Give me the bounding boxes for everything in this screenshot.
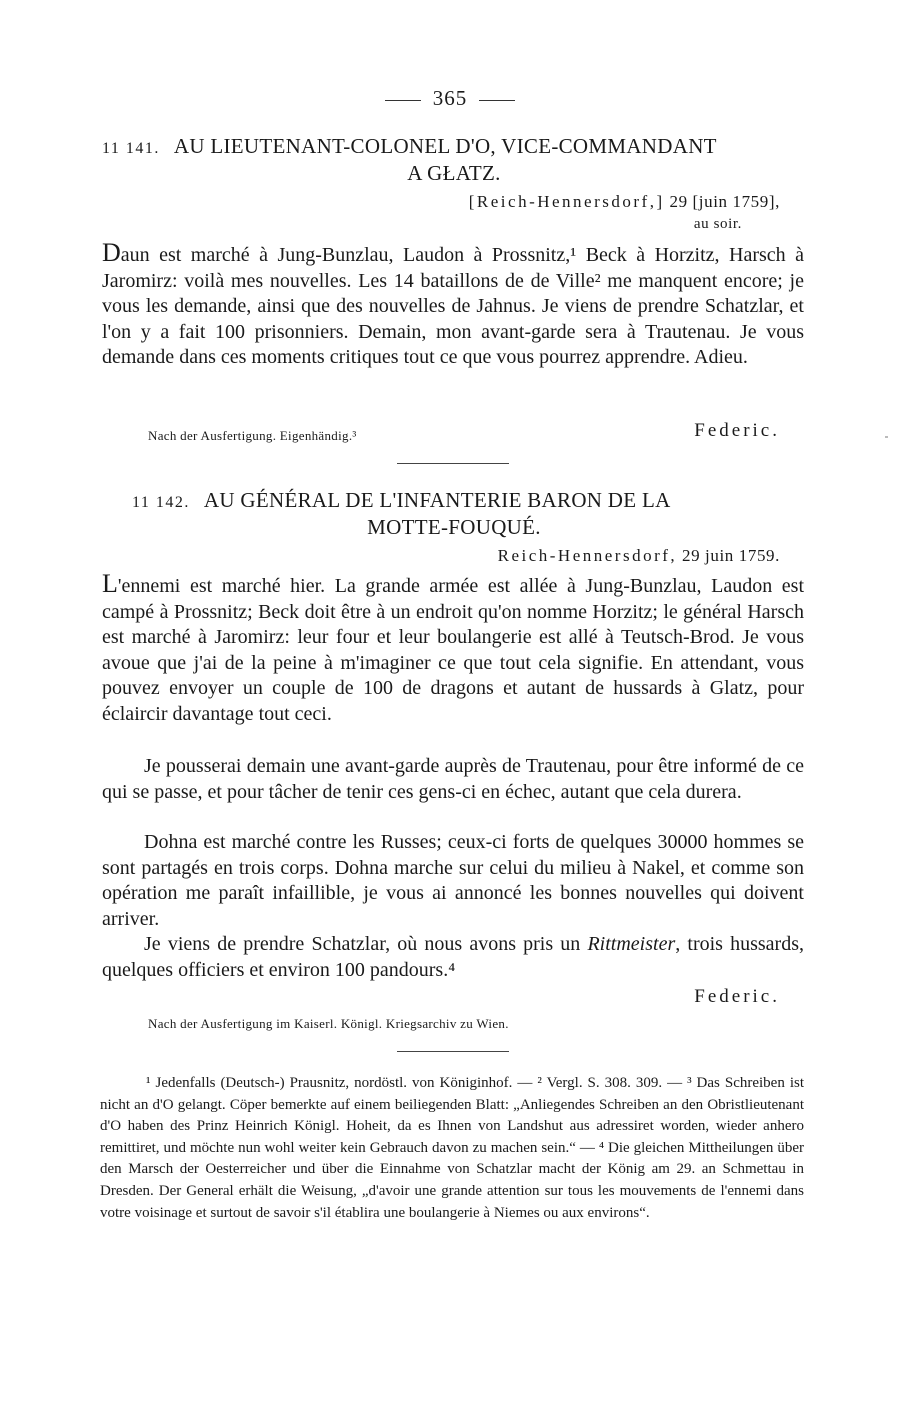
letter2-para2: Je pousserai demain une avant-garde auprès de Trautenau, pour être informé de ce qui se passe, et pour tâcher de tenir ces gens-ci en échec, autant que cela durera. bbox=[102, 755, 804, 803]
margin-speck bbox=[885, 436, 888, 438]
letter2-initial: L bbox=[102, 569, 118, 598]
letter2-date: 29 juin 1759. bbox=[682, 546, 780, 565]
letter2-para4-before: Je viens de prendre Schatzlar, où nous avons pris un bbox=[144, 933, 588, 955]
letter2-number: 11 142. bbox=[132, 494, 190, 511]
letter2-para1 bbox=[102, 571, 804, 728]
letter1-body bbox=[102, 240, 804, 371]
letter1-date: 29 [juin 1759], bbox=[669, 192, 780, 211]
letter2-heading bbox=[132, 488, 776, 539]
letter1-title-line1: AU LIEUTENANT-COLONEL D'O, VICE-COMMANDANT bbox=[173, 134, 717, 158]
letter2-title-line1: AU GÉNÉRAL DE L'INFANTERIE BARON DE LA bbox=[203, 488, 671, 512]
letter2-para4 bbox=[102, 932, 804, 983]
letter2-place: Reich-Hennersdorf, bbox=[497, 546, 678, 565]
letter1-source: Nach der Ausfertigung. Eigenhändig.³ bbox=[148, 428, 357, 443]
page-number bbox=[0, 86, 900, 111]
letter2-source: Nach der Ausfertigung im Kaiserl. Königl. Kriegsarchiv zu Wien. bbox=[148, 1016, 509, 1031]
page-number-text: 365 bbox=[432, 86, 468, 110]
letter2-para4-italic: Rittmeister bbox=[587, 933, 676, 955]
letter1-initial: D bbox=[102, 238, 121, 267]
footnotes: ¹ Jedenfalls (Deutsch-) Prausnitz, nordöstl. von Königinhof. — ² Vergl. S. 308. 309. — ³ Das Schreiben ist nicht an d'O gelangt. Cöper bemerkte auf einem beiliegenden Blatt: „Anliegendes Schreiben an den Obristlieutenant d'O haben des Prinz Heinrich Königl. Hoheit, da es Ihnen von Landshut aus adressiret worden, wieder anhero remittiret, und möchte nun wohl weiter kein Gebrauch davon zu machen sein.“ — ⁴ Die gleichen Mittheilungen über den Marsch der Oesterreicher und über die Einnahme von Schatzlar macht der König am 29. an Schmettau in Dresden. Der General erhält die Weisung, „d'avoir une grande attention sur tous les mouvements de l'ennemi dans votre voisinage et surtout de savoir s'il établira une boulangerie à Niemes ou aux environs“. bbox=[100, 1075, 804, 1221]
page-number-dash-left bbox=[385, 100, 421, 101]
letter1-title-line2: A GŁATZ. bbox=[407, 161, 501, 185]
letter1-number: 11 141. bbox=[102, 140, 160, 157]
letter2-para3: Dohna est marché contre les Russes; ceux-ci forts de quelques 30000 hommes se sont partagés en trois corps. Dohna marche sur celui du milieu à Nakel, et comme son opération me paraît infaillible, je vous ai annoncé les bonnes nouvelles qui doivent arriver. bbox=[102, 831, 804, 930]
letter2-para1-text: 'ennemi est marché hier. La grande armée est allée à Jung-Bunzlau, Laudon est campé à Prossnitz; Beck doit être à un endroit qu'on nomme Horzitz; le général Harsch est marché à Jaromirz: leur four et leur boulangerie est allé à Teutsch-Brod. Je vous avoue que j'ai de la peine à m'imaginer ce que tout cela signifie. En attendant, vous pouvez envoyer un couple de 100 de dragons et autant de hussards à Glatz, pour éclaircir davantage tout ceci. bbox=[102, 575, 804, 725]
letter1-body-text: aun est marché à Jung-Bunzlau, Laudon à Prossnitz,¹ Beck à Horzitz, Harsch à Jaromirz: voilà mes nouvelles. Les 14 bataillons de de Ville² me manquent encore; je vous les demande, ainsi que des nouvelles de Jahnus. Je viens de prendre Schatzlar, et l'on y a fait 100 prisonniers. Demain, mon avant-garde sera à Trautenau. Je vous demande dans ces moments critiques tout ce que vous pourrez apprendre. Adieu. bbox=[102, 244, 804, 369]
letter1-signature: Federic. bbox=[694, 420, 780, 441]
letter1-dateline bbox=[469, 192, 780, 212]
section-divider bbox=[397, 463, 509, 464]
letter2-dateline bbox=[498, 546, 780, 566]
letter1-place: [Reich-Hennersdorf,] bbox=[468, 192, 665, 211]
page-number-dash-right bbox=[479, 100, 515, 101]
letter1-heading bbox=[102, 134, 806, 185]
letter2-title-line2: MOTTE-FOUQUÉ. bbox=[367, 515, 541, 539]
footnote-divider bbox=[397, 1051, 509, 1052]
letter2-signature: Federic. bbox=[694, 986, 780, 1007]
letter2-para4-after: , trois hussards, quelques officiers et environ 100 pandours.⁴ bbox=[102, 933, 804, 981]
letter1-time: au soir. bbox=[693, 216, 742, 232]
